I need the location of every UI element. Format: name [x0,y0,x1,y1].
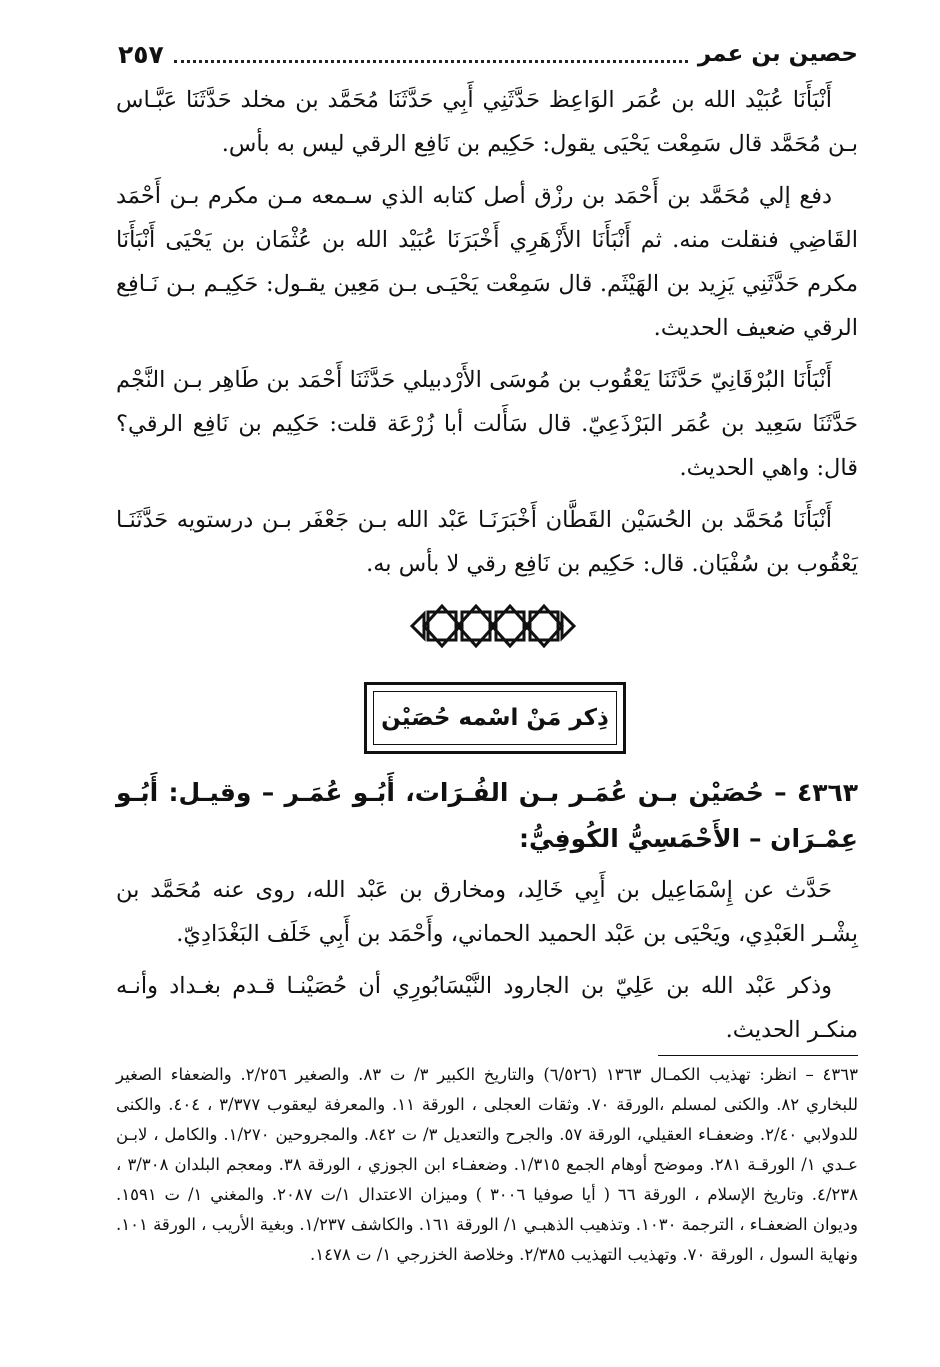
entry-heading: ٤٣٦٣ – حُصَيْن بـن عُمَـر بـن الفُـرَات، أَبُـو عُمَـر – وقيـل: أَبُـو عِمْـرَان – الأَحْمَسِيُّ الكُوفِيُّ: [116,778,858,853]
entry-paragraph: حَدَّث عن إِسْمَاعِيل بن أَبِي خَالِد، ومخارق بن عَبْد الله، روى عنه مُحَمَّد بن بِشْـر العَبْدِي، ويَحْيَى بن عَبْد الحميد الحماني، وأَحْمَد بن أَبِي خَلَف البَغْدَادِيّ. [116,877,858,947]
header-dotted-leader [174,60,688,63]
footnote-separator [658,1055,858,1056]
section-title-box [364,682,626,754]
footnote: ٤٣٦٣ – انظر: تهذيب الكمـال ١٣٦٣ (٦/٥٢٦) والتاريخ الكبير ٣/ ت ٨٣. والصغير ٢/٢٥٦. والضعفاء الصغير للبخاري ٨٢. والكنى لمسلم ،الورقة ٧٠. وثقات العجلى ، الورقة ١١. والمعرفة ليعقوب ٣/٣٧٧ ، ٤٠٤. والكنى للدولابي ٢/٤٠. وضعفـاء العقيلي، الورقة ٥٧. والجرح والتعديل ٣/ ت ٨٤٢. والمجروحين ١/٢٧٠. والكامل ، لابـن عـدي ١/ الورقـة ٢٨١. وموضح أوهام الجمع ١/٣١٥. وضعفـاء ابن الجوزي ، الورقة ٣٨. ومعجم البلدان ٣/٣٠٨ ، ٤/٢٣٨. وتاريخ الإسلام ، الورقة ٦٦ ( أيا صوفيا ٣٠٠٦ ) وميزان الاعتدال ١/ت ٢٠٨٧. والمغني ١/ ت ١٥٩١. وديوان الضعفـاء ، الترجمة ١٠٣٠. وتذهيب الذهبـي ١/ الورقة ١٦١. والكاشف ١/٢٣٧. وبغية الأريب ، الورقة ١٠١. ونهاية السول ، الورقة ٧٠. وتهذيب التهذيب ٢/٣٨٥. وخلاصة الخزرجي ١/ ت ١٤٧٨. [116,1065,859,1264]
section-title: ذِكر مَنْ اسْمه حُصَيْن [381,705,609,731]
paragraph: أَنْبَأَنَا البُرْقَانِيّ حَدَّثَنَا يَعْقُوب بن مُوسَى الأَرْدبيلي حَدَّثَنَا أَحْمَد بن طَاهِر بـن النَّجْم حَدَّثَنَا سَعِيد بن عُمَر البَرْذَعِيّ. قال سَأَلت أبا زُرْعَة قلت: حَكِيم بن نَافِع الرقي؟ قال: واهي الحديث. [116,367,858,481]
paragraph: أَنْبَأَنَا مُحَمَّد بن الحُسَيْن القَطَّان أَخْبَرَنَـا عَبْد الله بـن جَعْفَر بـن درستويه حَدَّثَنَـا يَعْقُوب بن سُفْيَان. قال: حَكِيم بن نَافِع رقي لا بأس به. [116,507,858,577]
running-header [118,34,858,74]
entry-paragraph: وذكر عَبْد الله بن عَلِيّ بن الجارود النَّيْسَابُورِي أن حُصَيْنـا قـدم بغـداد وأنـه منكـر الحديث. [116,973,858,1043]
biography-entry [116,770,858,1060]
decorative-ornament [410,604,576,648]
page-number: ٢٥٧ [118,39,164,69]
main-text [116,78,858,594]
header-title: حصين بن عمر [697,41,858,67]
paragraph: دفع إلي مُحَمَّد بن أَحْمَد بن رزْق أصل كتابه الذي سـمعه مـن مكرم بـن أَحْمَد القَاضِي فنقلت منه. ثم أَنْبَأَنَا الأَزْهَرِي أَخْبَرَنَا عُبَيْد الله بن عُثْمَان بن يَحْيَى أَنْبَأَنَا مكرم حَدَّثَنِي يَزِيد بن الهَيْثَم. قال سَمِعْت يَحْيَـى بـن مَعِين يقـول: حَكِيـم بـن نَـافِع الرقي ضعيف الحديث. [116,183,858,341]
section-title-inner-frame [373,691,617,745]
paragraph: أَنْبَأَنَا عُبَيْد الله بن عُمَر الوَاعِظ حَدَّثَنِي أَبِي حَدَّثَنَا مُحَمَّد بن مخلد حَدَّثَنَا عَبَّـاس بـن مُحَمَّد قال سَمِعْت يَحْيَى يقول: حَكِيم بن نَافِع الرقي ليس به بأس. [116,87,858,157]
